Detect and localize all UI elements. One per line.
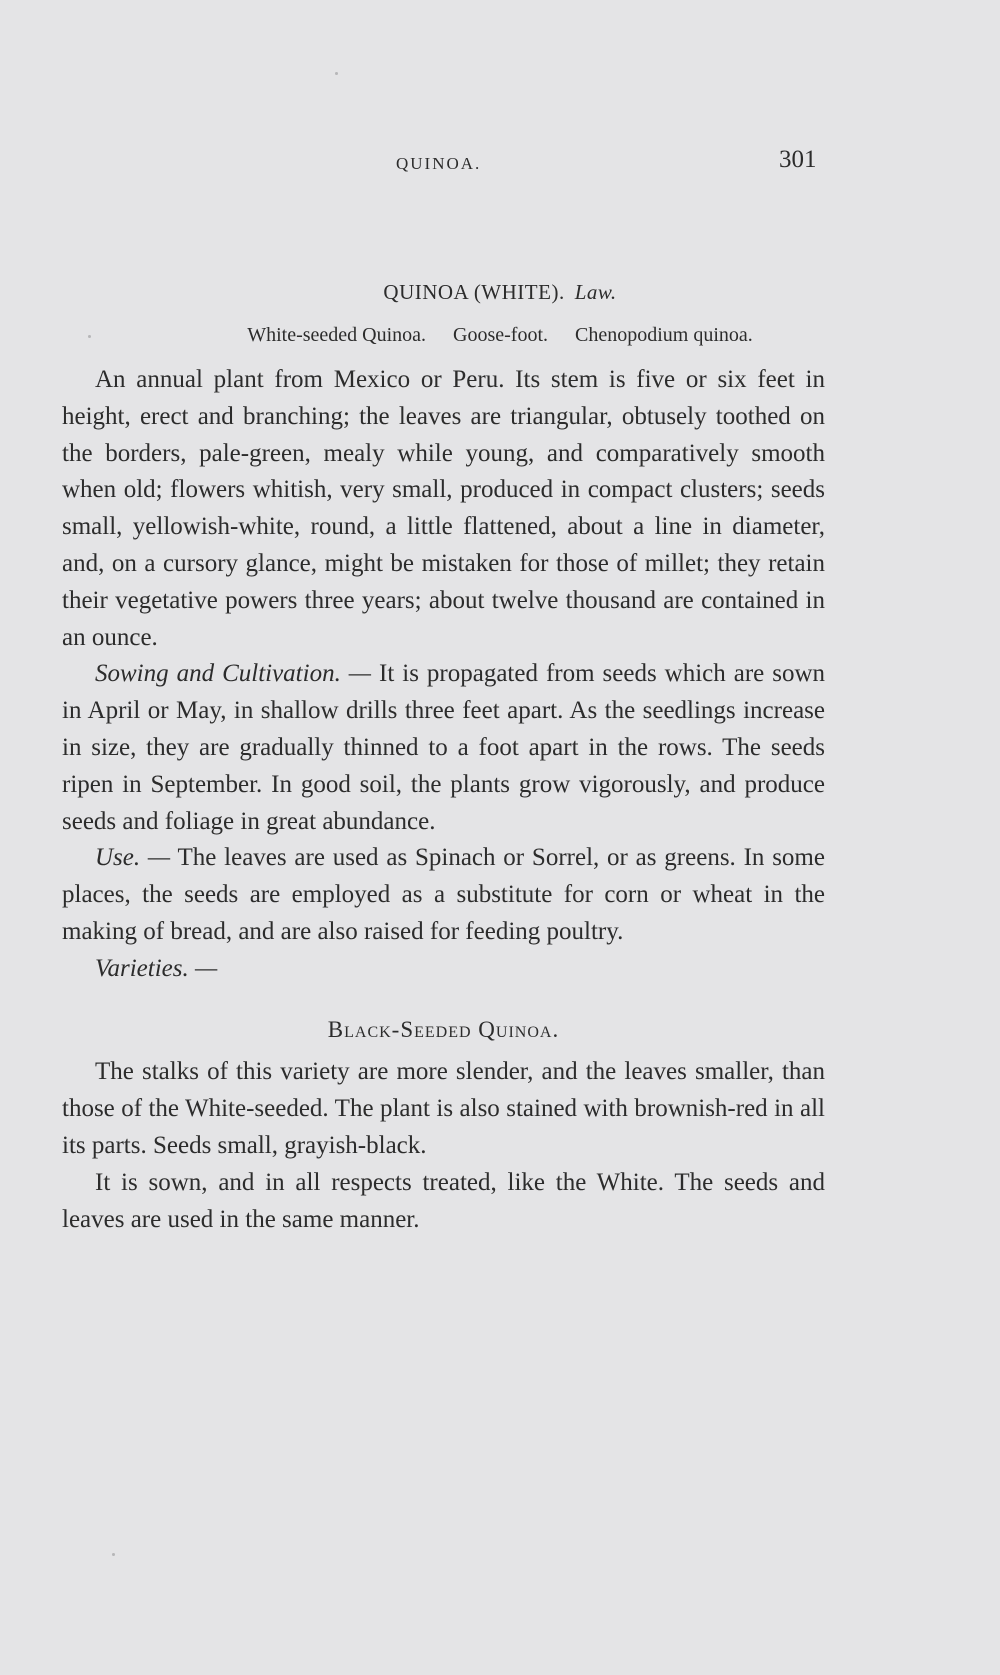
variety-paragraph: It is sown, and in all respects treated, like the White. The seeds and leaves are used in the same manner. [62, 1168, 825, 1233]
article-title [0, 280, 1000, 305]
plant-name: QUINOA (WHITE). [383, 280, 565, 304]
varieties-label: Varieties. — [95, 954, 218, 982]
paper-speck [335, 72, 338, 75]
use-label: Use. — [95, 844, 171, 872]
variety-title: Black-Seeded Quinoa. [327, 1016, 560, 1042]
synonym: Chenopodium quinoa. [575, 324, 753, 346]
varieties-paragraph [62, 951, 825, 988]
synonym: White-seeded Quinoa. [247, 324, 427, 346]
description-paragraph: An annual plant from Mexico or Peru. Its stem is five or six feet in height, erect and branching; the leaves are triangular, obtusely toothed on the borders, pale-green, mealy while young, and comparatively smooth when old; flowers whitish, very small, produced in compact clusters; seeds small, yellowish-white, round, a little flattened, about a line in diameter, and, on a cursory glance, might be mistaken for those of millet; they retain their vegetative powers three years; about twelve thousand are contained in an ounce. [62, 366, 825, 651]
authority: Law. [574, 280, 617, 304]
use-paragraph [62, 840, 825, 950]
variety-paragraph: The stalks of this variety are more slender, and the leaves smaller, than those of the White-seeded. The plant is also stained with brownish-red in all its parts. Seeds small, grayish-black. [62, 1058, 825, 1159]
sowing-label: Sowing and Cultivation. — [95, 660, 372, 688]
paper-speck [88, 335, 91, 338]
use-text: The leaves are used as Spinach or Sorrel, or as greens. In some places, the seeds are employed as a substitute for corn or wheat in the making of bread, and are also raised for feeding poultry. [62, 844, 825, 945]
sowing-paragraph [62, 656, 825, 840]
sowing-text: It is propagated from seeds which are sown in April or May, in shallow drills three feet apart. As the seedlings increase in size, they are gradually thinned to a foot apart in the rows. The seeds ripen in September. In good soil, the plants grow vigorously, and produce seeds and foliage in great abundance. [62, 660, 825, 835]
body-text [62, 362, 825, 1238]
running-head [0, 146, 1000, 176]
paper-speck [112, 1553, 115, 1556]
synonyms-line [0, 324, 1000, 347]
page-number: 301 [779, 146, 817, 173]
synonym: Goose-foot. [453, 324, 549, 346]
running-title: QUINOA. [396, 154, 482, 173]
